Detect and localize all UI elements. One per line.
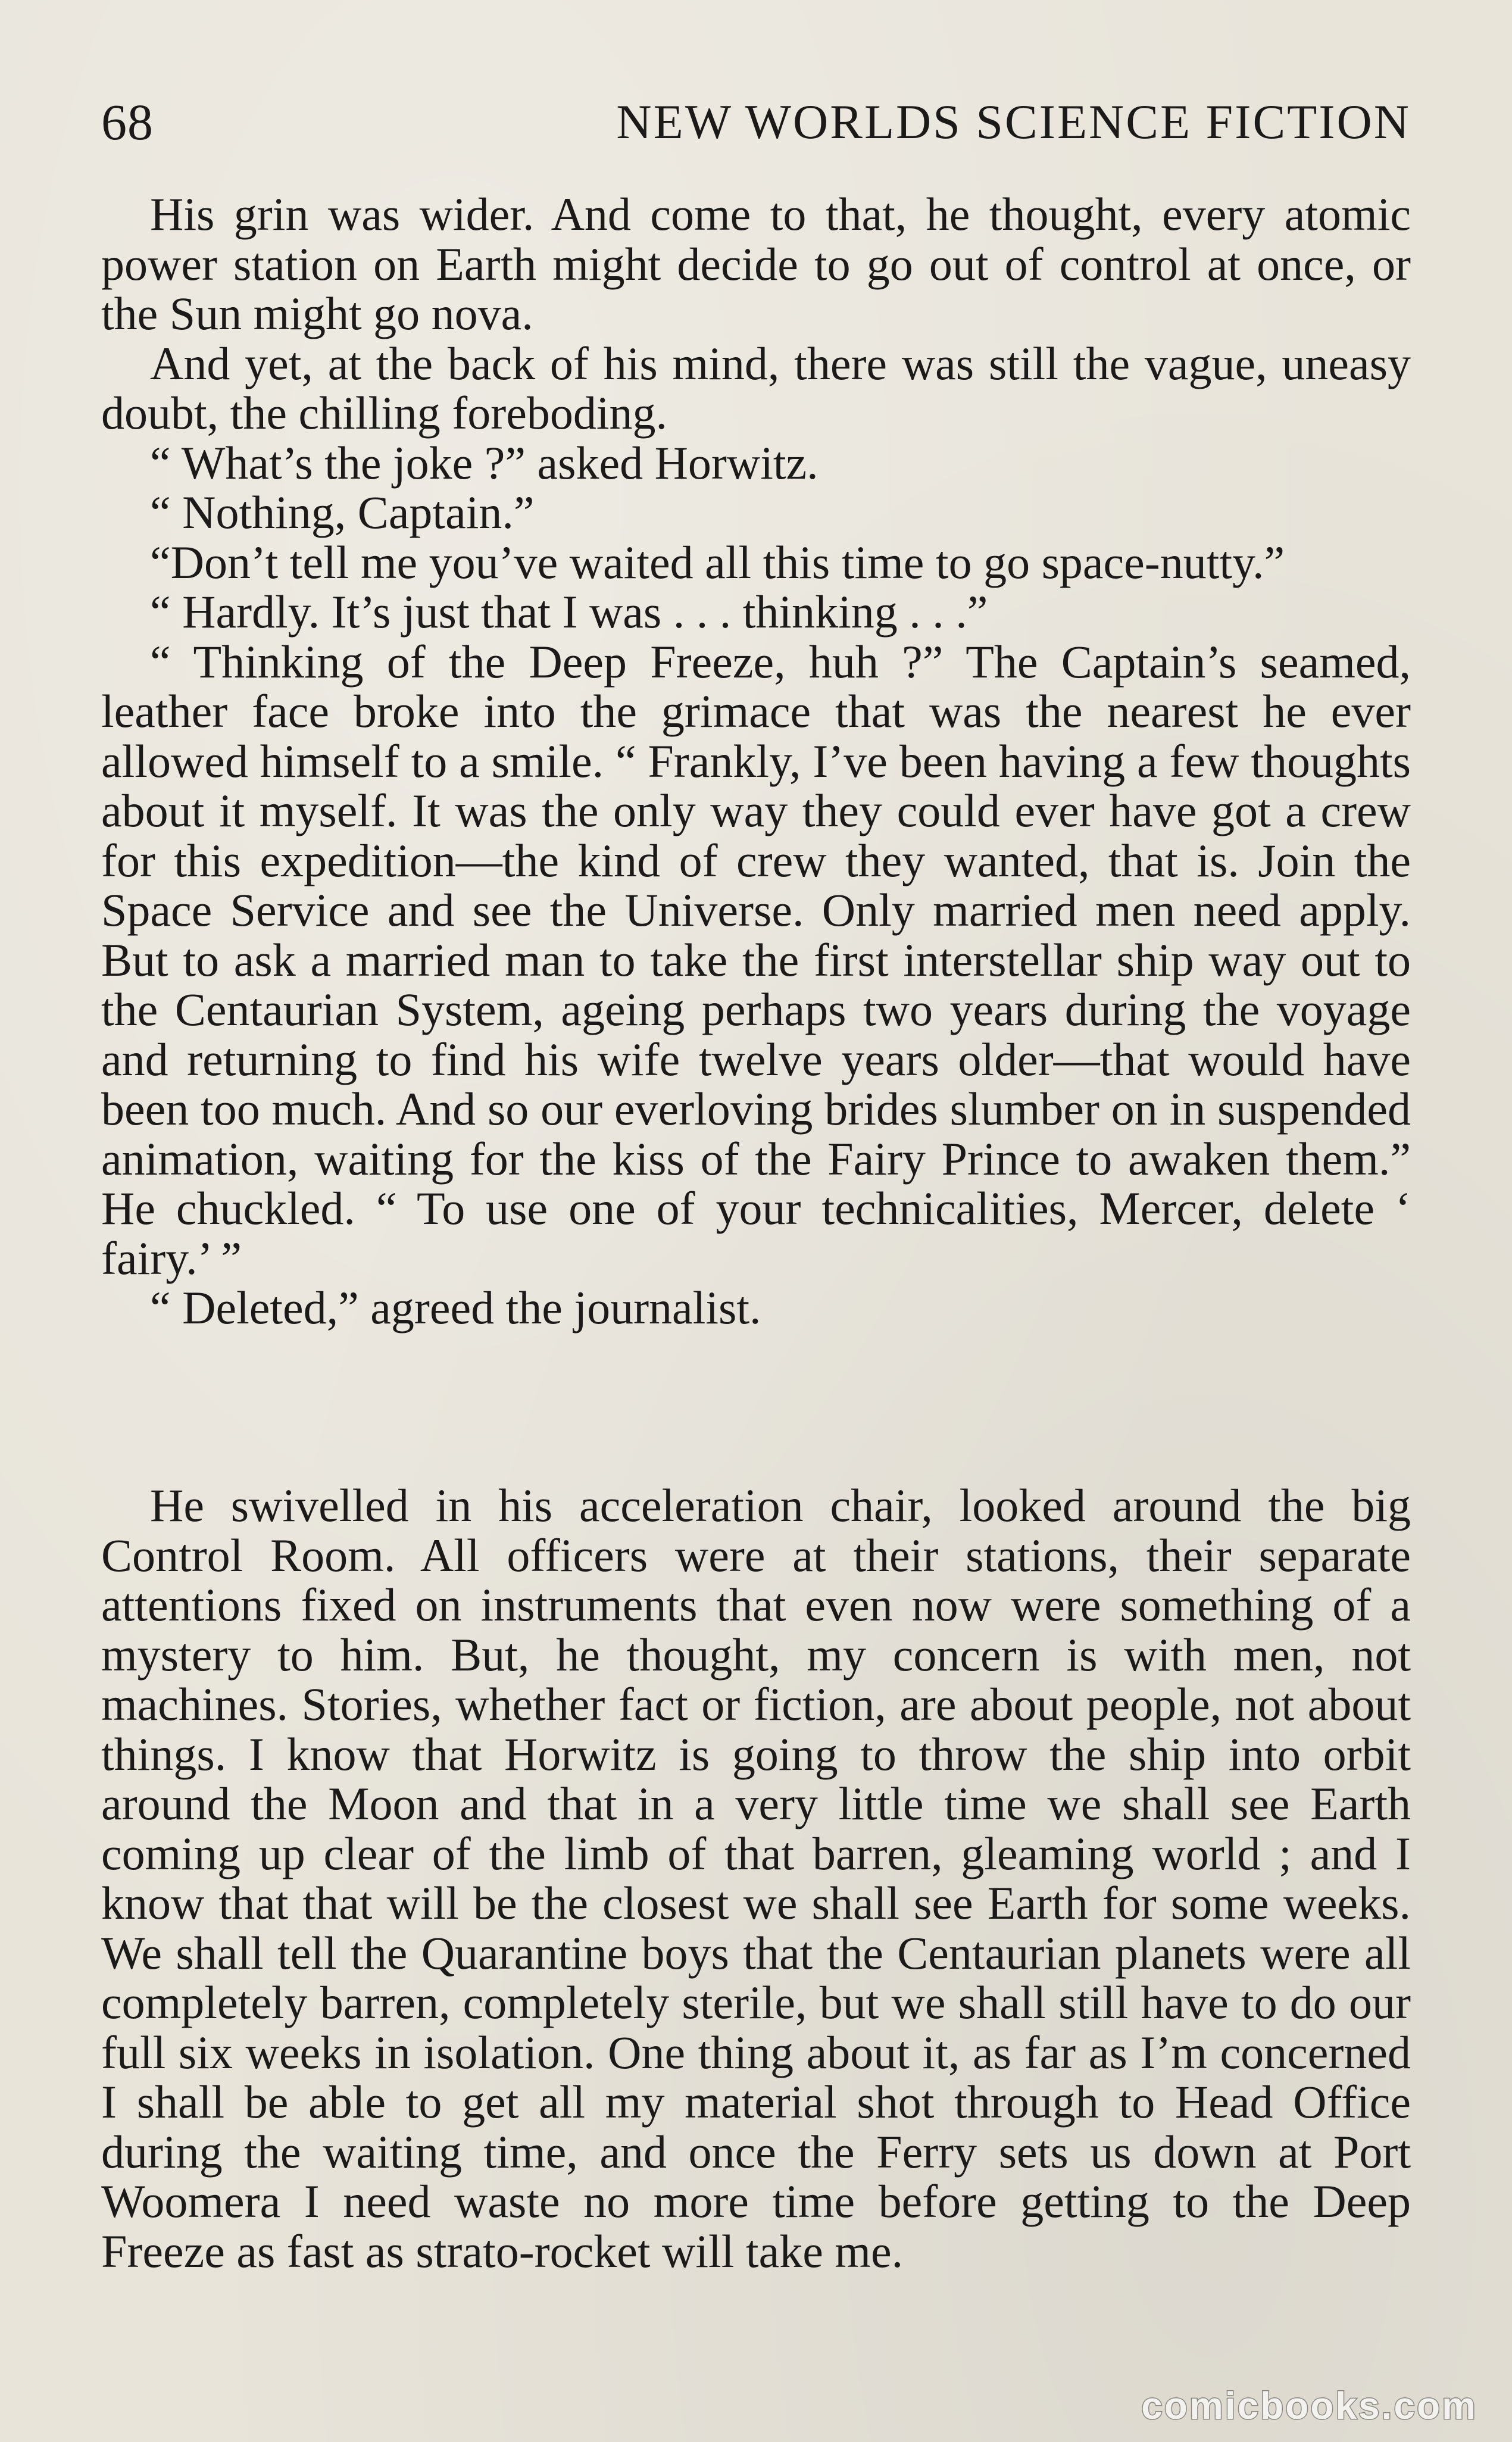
page-header [101, 89, 1411, 155]
paragraph: “ What’s the joke ?” asked Horwitz. [150, 436, 819, 489]
text-section-2 [101, 1481, 1411, 2276]
paragraph: “ Hardly. It’s just that I was . . . thinking . . .” [150, 586, 988, 638]
page-number: 68 [101, 93, 154, 151]
paragraph: “Don’t tell me you’ve waited all this time to go space-nutty.” [150, 536, 1285, 588]
paragraph: He swivelled in his acceleration chair, looked around the big Control Room. All officers were at their stations, their separate attentions fixed on instruments that even now were something of a mystery to him. But, he thought, my concern is with men, not machines. Stories, whether fact or fiction, are about people, not about things. I know that Horwitz is going to throw the ship into orbit around the Moon and that in a very little time we shall see Earth coming up clear of the limb of that barren, gleaming world ; and I know that that will be the closest we shall see Earth for some weeks. We shall tell the Quarantine boys that the Centaurian planets were all completely barren, completely sterile, but we shall still have to do our full six weeks in isolation. One thing about it, as far as I’m concerned I shall be able to get all my material shot through to Head Office during the waiting time, and once the Ferry sets us down at Port Woomera I need waste no more time before getting to the Deep Freeze as fast as strato-rocket will take me. [101, 1479, 1411, 2277]
watermark: comicbooks.com [1141, 2384, 1477, 2427]
text-section-1 [101, 189, 1411, 1333]
running-head: NEW WORLDS SCIENCE FICTION [616, 95, 1411, 149]
paragraph: “ Nothing, Captain.” [150, 486, 535, 538]
paragraph: “ Thinking of the Deep Freeze, huh ?” The Captain’s seamed, leather face broke into the grimace that was the nearest he ever allowed himself to a smile. “ Frankly, I’ve been having a few thoughts about it myself. It was the only way they could ever have got a crew for this expedition—the kind of crew they wanted, that is. Join the Space Service and see the Universe. Only married men need apply. But to ask a married man to take the first interstellar ship way out to the Centaurian System, ageing perhaps two years during the voyage and returning to find his wife twelve years older—that would have been too much. And so our everloving brides slumber on in suspended animation, waiting for the kiss of the Fairy Prince to awaken them.” He chuckled. “ To use one of your technicalities, Mercer, delete ‘ fairy.’ ” [101, 635, 1411, 1284]
paragraph: His grin was wider. And come to that, he thought, every atomic power station on Earth might decide to go out of control at once, or the Sun might go nova. [101, 188, 1411, 339]
paragraph: “ Deleted,” agreed the journalist. [150, 1282, 761, 1334]
paragraph: And yet, at the back of his mind, there was still the vague, uneasy doubt, the chilling foreboding. [101, 337, 1411, 439]
